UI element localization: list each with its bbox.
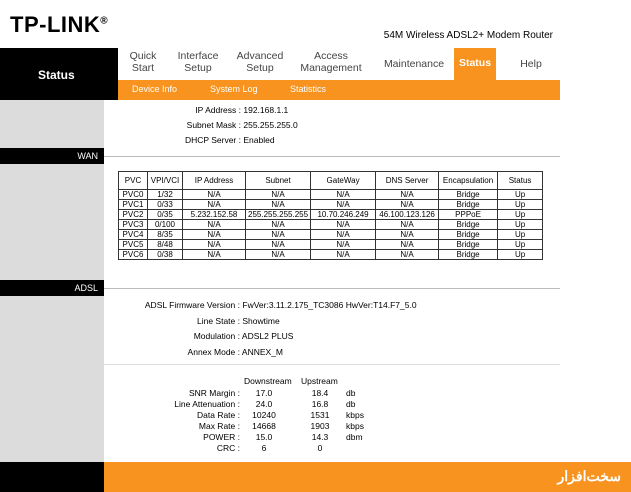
wan-header-row [119,172,543,190]
wan-cell: 0/38 [148,250,183,260]
wan-cell: Bridge [439,230,498,240]
submenu-system-log[interactable]: System Log [210,84,258,94]
submenu-statistics[interactable]: Statistics [290,84,327,94]
sub-menu [118,80,560,100]
stats-label: Data Rate : [197,410,240,420]
col-ip: IP Address [183,172,246,190]
adsl-fw-row: ADSL Firmware Version : FwVer:3.11.2.175_TC3086 HwVer:T14.F7_5.0 [144,300,417,310]
wan-cell: N/A [376,230,439,240]
col-dns: DNS Server [376,172,439,190]
wan-cell: N/A [246,240,311,250]
adsl-line-row: Line State : Showtime [196,316,280,326]
wan-cell: N/A [376,220,439,230]
stats-label: Max Rate : [198,421,240,431]
stats-down: 24.0 [255,399,273,409]
stats-upstream-header: Upstream [301,376,338,386]
wan-cell: PPPoE [439,210,498,220]
footer-bar [104,462,631,492]
wan-table-row [119,230,543,240]
wan-cell: PVC6 [119,250,148,260]
wan-cell: N/A [376,250,439,260]
wan-cell: Up [498,220,543,230]
wan-cell: N/A [183,230,246,240]
stats-unit: kbps [346,410,364,420]
wan-cell: Bridge [439,240,498,250]
adsl-divider [104,288,560,289]
wan-cell: N/A [246,250,311,260]
wan-cell: 46.100.123.126 [376,210,439,220]
stats-down: 14668 [252,421,276,431]
wan-cell: N/A [311,230,376,240]
wan-cell: N/A [311,190,376,200]
stats-unit: db [346,399,356,409]
menu-access-management[interactable]: Access Management [300,50,362,74]
menu-quick-start[interactable]: Quick Start [129,50,157,74]
wan-section-bar: WAN [0,148,104,164]
wan-cell: Up [498,230,543,240]
stats-up: 18.4 [311,388,329,398]
wan-divider [104,156,560,157]
wan-cell: 8/35 [148,230,183,240]
adsl-annex-row: Annex Mode : ANNEX_M [187,347,283,357]
stats-up: 16.8 [311,399,329,409]
wan-table-row [119,200,543,210]
wan-cell: 10.70.246.249 [311,210,376,220]
col-encap: Encapsulation [439,172,498,190]
wan-cell: PVC0 [119,190,148,200]
wan-cell: Bridge [439,250,498,260]
lan-ip-row: IP Address : 192.168.1.1 [195,105,289,115]
wan-cell: N/A [246,220,311,230]
stats-downstream-header: Downstream [244,376,292,386]
stats-label: SNR Margin : [188,388,240,398]
wan-cell: PVC2 [119,210,148,220]
wan-cell: 5.232.152.58 [183,210,246,220]
wan-cell: N/A [311,200,376,210]
wan-cell: Bridge [439,200,498,210]
wan-cell: N/A [376,240,439,250]
stats-label: POWER : [203,432,240,442]
col-vpi-vci: VPI/VCI [148,172,183,190]
wan-cell: N/A [246,190,311,200]
wan-table-row [119,220,543,230]
stats-down: 17.0 [255,388,273,398]
wan-table-row [119,210,543,220]
wan-cell: Bridge [439,220,498,230]
stats-up: 1903 [310,421,330,431]
adsl-mod-row: Modulation : ADSL2 PLUS [193,331,294,341]
wan-cell: 8/48 [148,240,183,250]
stats-up: 1531 [310,410,330,420]
wan-cell: N/A [311,250,376,260]
stats-label: Line Attenuation : [174,399,240,409]
menu-advanced-setup[interactable]: Advanced Setup [236,50,284,74]
stats-down: 10240 [252,410,276,420]
wan-cell: Up [498,250,543,260]
col-pvc: PVC [119,172,148,190]
wan-cell: Up [498,200,543,210]
wan-cell: Up [498,190,543,200]
wan-cell: N/A [183,220,246,230]
wan-cell: N/A [376,200,439,210]
stats-down: 15.0 [255,432,273,442]
wan-cell: PVC3 [119,220,148,230]
wan-table-row [119,240,543,250]
section-title: Status [38,68,75,82]
wan-cell: 1/32 [148,190,183,200]
wan-cell: 255.255.255.255 [246,210,311,220]
stats-unit: kbps [346,421,364,431]
model-name: 54M Wireless ADSL2+ Modem Router [383,30,553,41]
wan-cell: PVC1 [119,200,148,210]
wan-cell: N/A [183,200,246,210]
menu-help[interactable]: Help [520,58,542,70]
stats-divider [104,364,560,365]
wan-table-row [119,250,543,260]
footer-left [0,462,104,492]
stats-label: CRC : [216,443,240,453]
adsl-section-bar: ADSL [0,280,104,296]
main-menu [118,48,560,80]
menu-maintenance[interactable]: Maintenance [383,58,445,70]
lan-mask-row: Subnet Mask : 255.255.255.0 [186,120,298,130]
submenu-device-info[interactable]: Device Info [132,84,178,94]
wan-cell: Up [498,240,543,250]
menu-status[interactable]: Status [454,48,496,80]
stats-unit: db [346,388,356,398]
wan-cell: 0/100 [148,220,183,230]
menu-interface-setup[interactable]: Interface Setup [177,50,219,74]
wan-cell: Up [498,210,543,220]
wan-cell: N/A [246,230,311,240]
wan-cell: N/A [183,240,246,250]
stats-down: 6 [261,443,267,453]
tp-link-logo: TP-LINK® [10,12,109,37]
stats-up: 14.3 [311,432,329,442]
wan-cell: PVC5 [119,240,148,250]
wan-table-row [119,190,543,200]
wan-cell: N/A [311,220,376,230]
wan-cell: 0/35 [148,210,183,220]
wan-cell: N/A [183,190,246,200]
stats-up: 0 [317,443,323,453]
wan-cell: N/A [311,240,376,250]
lan-dhcp-row: DHCP Server : Enabled [184,135,275,145]
col-status: Status [498,172,543,190]
wan-cell: N/A [183,250,246,260]
watermark-logo: سخت‌افزار [557,468,621,484]
stats-unit: dbm [346,432,363,442]
wan-cell: N/A [376,190,439,200]
wan-cell: 0/33 [148,200,183,210]
section-title-box [0,48,118,100]
wan-cell: Bridge [439,190,498,200]
col-subnet: Subnet [246,172,311,190]
col-gateway: GateWay [311,172,376,190]
wan-cell: PVC4 [119,230,148,240]
wan-table [118,171,543,260]
wan-cell: N/A [246,200,311,210]
